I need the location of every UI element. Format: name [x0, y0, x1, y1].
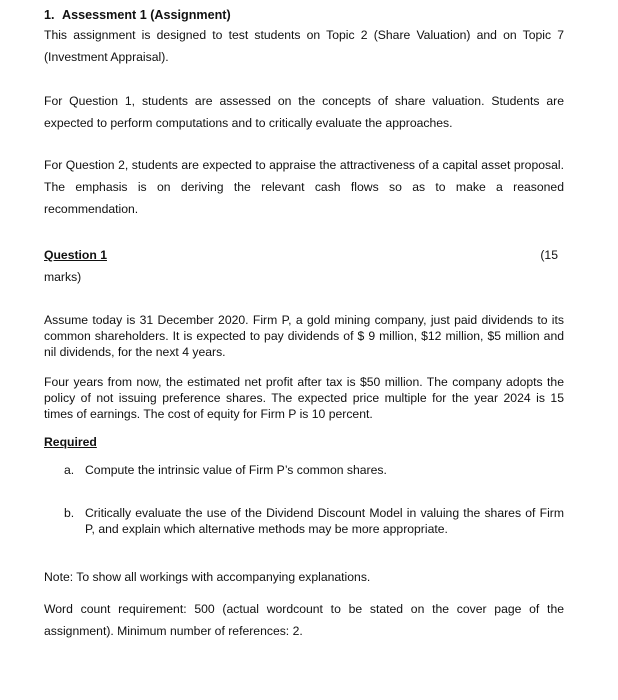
assessment-title	[44, 8, 231, 22]
question1-marks-close: marks)	[44, 270, 82, 284]
item-label: a.	[64, 463, 75, 477]
question1-description: For Question 1, students are assessed on the concepts of share valuation. Students are expected to perform computations and to critically evaluate the approaches.	[44, 94, 564, 130]
question1-scenario: Assume today is 31 December 2020. Firm P, a gold mining company, just paid dividends to its common shareholders. It is expected to pay dividends of $ 9 million, $12 million, $5 million and nil dividends, for the next 4 years.	[44, 313, 564, 359]
required-item-a	[64, 462, 564, 478]
note-wordcount: Word count requirement: 500 (actual wordcount to be stated on the cover page of the assignment). Minimum number of references: 2.	[44, 602, 564, 638]
question1-header	[44, 244, 564, 288]
question2-description: For Question 2, students are expected to appraise the attractiveness of a capital asset proposal. The emphasis is on deriving the relevant cash flows so as to make a reasoned recommendation.	[44, 158, 564, 216]
question1-heading: Question 1	[44, 248, 107, 262]
item-text: Critically evaluate the use of the Dividend Discount Model in valuing the shares of Firm P, and explain which alternative methods may be more appropriate.	[85, 506, 564, 536]
required-item-b	[64, 505, 564, 537]
question1-details: Four years from now, the estimated net profit after tax is $50 million. The company adopts the policy of not issuing preference shares. The expected price multiple for the year 2024 is 15 times of earnings. The cost of equity for Firm P is 10 percent.	[44, 375, 564, 421]
note-workings: Note: To show all workings with accompanying explanations.	[44, 570, 371, 584]
required-heading-row	[44, 434, 564, 450]
item-text: Compute the intrinsic value of Firm P’s common shares.	[85, 463, 387, 477]
item-label: b.	[64, 506, 75, 520]
section-number: 1.	[44, 8, 55, 22]
question1-marks-open: (15	[540, 248, 558, 262]
required-heading: Required	[44, 435, 97, 449]
intro-paragraph: This assignment is designed to test students on Topic 2 (Share Valuation) and on Topic 7 (Investment Appraisal).	[44, 28, 564, 64]
section-title: Assessment 1 (Assignment)	[62, 8, 231, 22]
